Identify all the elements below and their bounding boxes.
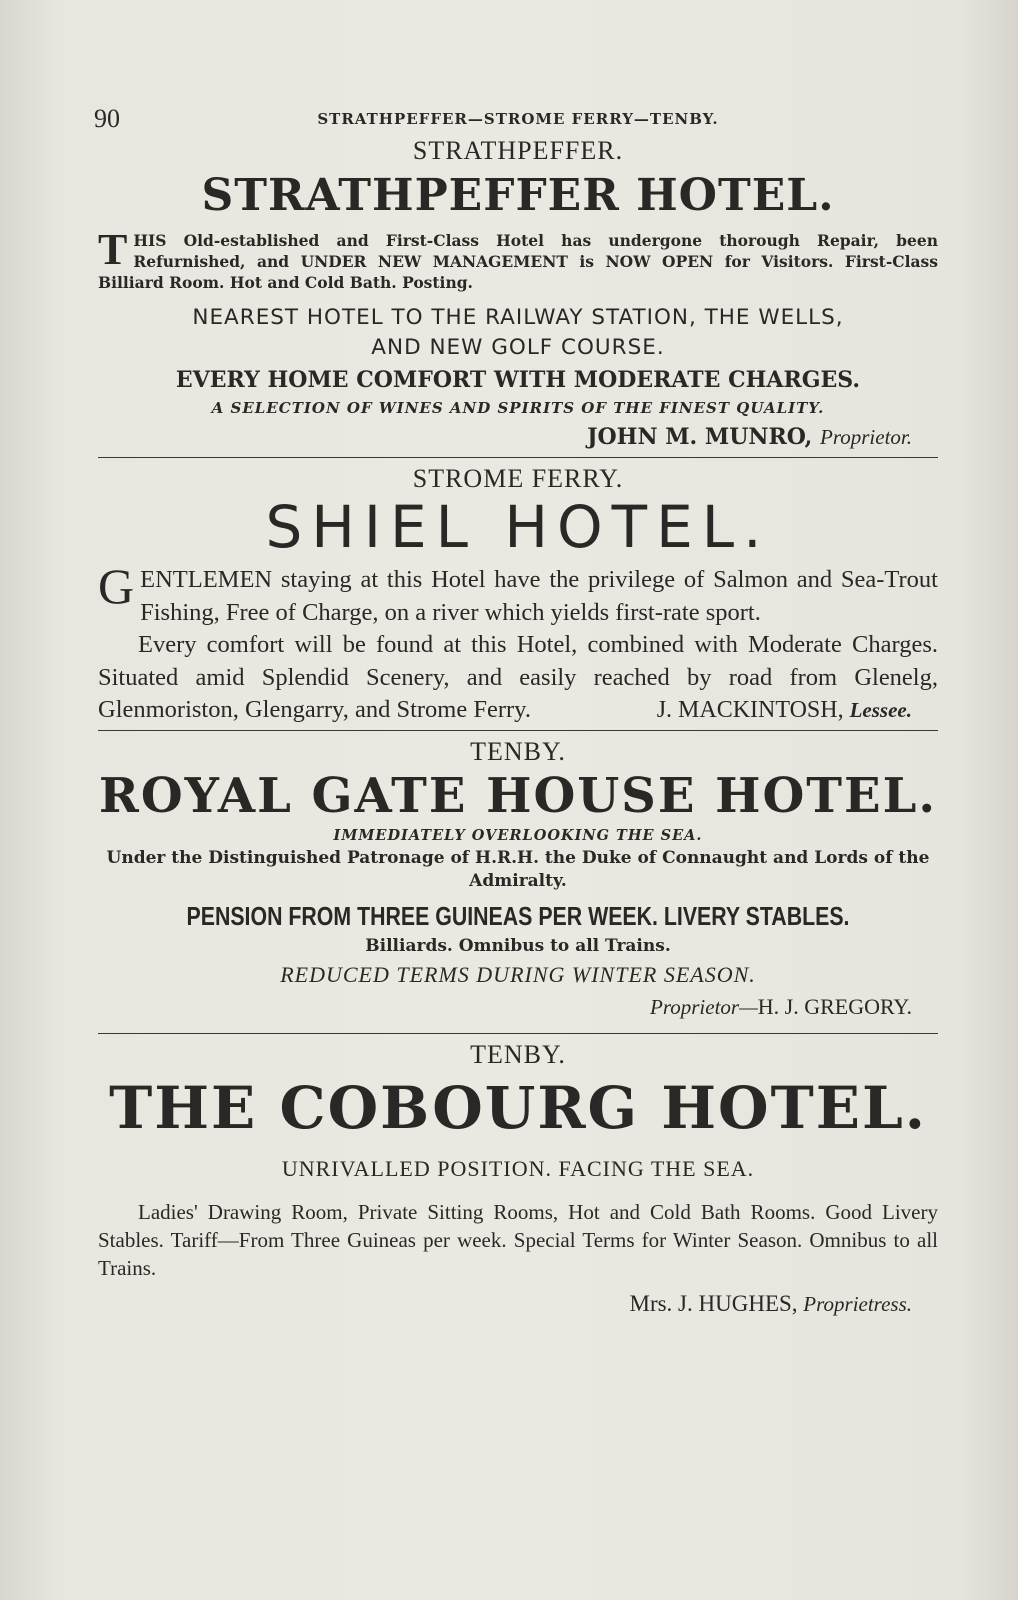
ad1-wines: A SELECTION OF WINES AND SPIRITS OF THE FINEST QUALITY. [211,399,825,417]
ad4-town: TENBY. [470,1039,566,1069]
ad3-signature [98,991,938,1023]
ad3-proprietor-name: H. J. GREGORY. [757,993,912,1019]
ad4-body: Ladies' Drawing Room, Private Sitting Rooms, Hot and Cold Bath Rooms. Good Livery Stables. Tariff—From Three Guineas per week. Special Terms for Winter Season. Omnibus to all Trains. [98,1199,938,1280]
ad1-signature [98,421,938,453]
ad3-patronage: Under the Distinguished Patronage of H.R.H. the Duke of Connaught and Lords of the Admiralty. [106,847,930,891]
ad2-para1 [98,558,938,629]
ad4-proprietress-name: Mrs. J. HUGHES, [629,1290,798,1316]
ad1-title: STRATHPEFFER HOTEL. [201,170,835,221]
ad2-dropcap: G [98,558,135,614]
ad2-para2: Every comfort will be found at this Hotel, combined with Moderate Charges. Situated amid Splendid Scenery, and easily reached by road from Glenelg, Glenmoriston, Glengarry, and Strome Ferry. [98,631,938,723]
ad4-proprietress-role: Proprietress. [803,1291,912,1316]
page-content [94,98,938,1320]
page-number: 90 [94,104,120,133]
ad1-town: STRATHPEFFER. [412,136,624,165]
ad3-billiards: Billiards. Omnibus to all Trains. [365,935,671,956]
ad1-nearest-line2: AND NEW GOLF COURSE. [371,335,665,360]
ad3-town: TENBY. [470,736,566,766]
ad4-signature [98,1288,938,1320]
ad1-intro [98,225,938,293]
ad3-pension: PENSION FROM THREE GUINEAS PER WEEK. LIVERY STABLES. [186,900,850,931]
ad4-title: THE COBOURG HOTEL. [109,1073,927,1142]
ad-royal-gate-house-hotel [98,737,938,1023]
ad-shiel-hotel [98,464,938,726]
ad3-overlooking: IMMEDIATELY OVERLOOKING THE SEA. [333,826,703,844]
ad3-reduced: REDUCED TERMS DURING WINTER SEASON. [280,961,756,987]
running-head: STRATHPEFFER—STROME FERRY—TENBY. [317,110,719,128]
ad-cobourg-hotel [98,1040,938,1320]
divider-3 [98,1033,938,1034]
divider-2 [98,730,938,731]
ad2-lessee-name: J. MACKINTOSH, [656,696,844,723]
ad2-para1-text: ENTLEMEN staying at this Hotel have the privilege of Salmon and Sea-Trout Fishing, Free of Charge, on a river which yields first-rate sport. [140,566,938,626]
divider-1 [98,457,938,458]
ad1-nearest-line1: NEAREST HOTEL TO THE RAILWAY STATION, THE WELLS, [192,305,844,330]
ad2-lessee-role: Lessee. [849,697,912,722]
ad1-proprietor-role: Proprietor. [820,425,912,449]
ad2-title: SHIEL HOTEL. [265,493,771,561]
ad1-proprietor-name: JOHN M. MUNRO, [587,424,813,450]
ad-strathpeffer-hotel [98,136,938,453]
page-header [94,98,938,136]
ad1-dropcap: T [98,225,128,274]
ad1-comfort: EVERY HOME COMFORT WITH MODERATE CHARGES. [175,367,861,393]
ad3-proprietor-role: Proprietor— [650,994,758,1019]
ad3-title: ROYAL GATE HOUSE HOTEL. [98,767,938,824]
ad2-town: STROME FERRY. [412,464,624,493]
ad1-intro-text: HIS Old-established and First-Class Hotel has undergone thorough Repair, been Refurnished, and UNDER NEW MANAGEMENT is NOW OPEN for Visitors. First-Class Billiard Room. Hot and Cold Bath. Posting. [98,231,938,292]
ad4-position: UNRIVALLED POSITION. FACING THE SEA. [281,1155,755,1181]
